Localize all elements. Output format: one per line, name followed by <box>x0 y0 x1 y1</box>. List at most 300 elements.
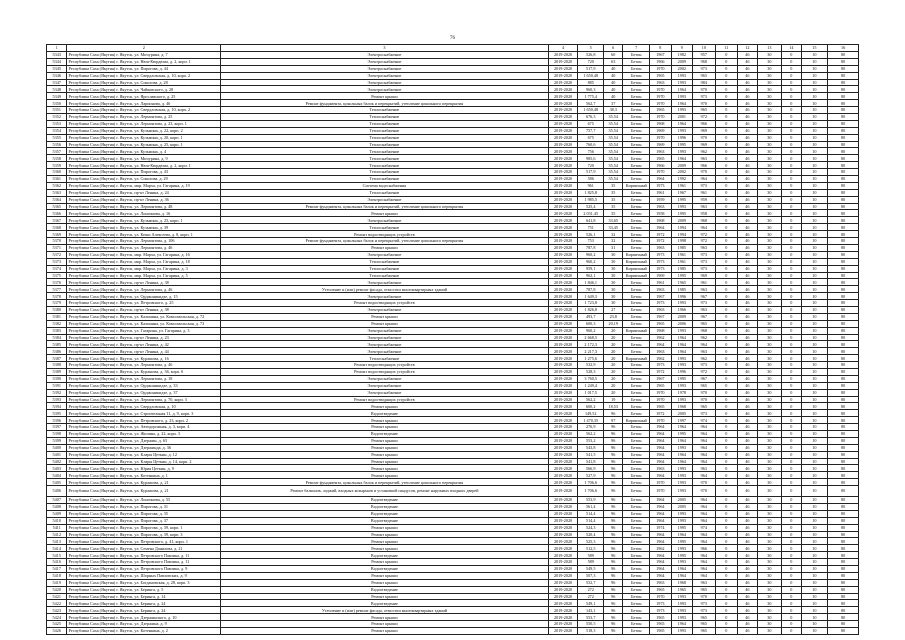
table-cell: Ремонт балконов, лоджий, входных козырьков и установкой пандусов, ремонт наружных входных дверей <box>221 486 549 497</box>
table-cell: 96 <box>604 430 623 437</box>
table-cell: 46 <box>738 176 757 183</box>
table-cell: 0 <box>782 552 801 559</box>
table-cell: 1968 <box>650 120 672 127</box>
table-cell: 5367 <box>47 217 67 224</box>
table-cell: 2019-2020 <box>548 238 578 245</box>
table-cell: 0 <box>782 458 801 465</box>
table-cell: 10 <box>801 127 828 134</box>
table-cell: 0 <box>715 465 738 472</box>
table-cell: 967 <box>693 313 716 320</box>
table-cell: 1993 <box>671 300 693 307</box>
table-cell: 1993 <box>671 614 693 621</box>
table-cell: 80 <box>828 559 859 566</box>
table-cell: 1973 <box>650 607 672 614</box>
table-cell: 0 <box>715 410 738 417</box>
table-cell: 30 <box>757 86 782 93</box>
table-cell: 963 <box>693 579 716 586</box>
table-cell: 961 <box>693 189 716 196</box>
table-cell: 2019-2020 <box>548 120 578 127</box>
table-cell: 970 <box>693 389 716 396</box>
table-cell: 961 <box>578 182 604 189</box>
table-cell: 1964 <box>671 451 693 458</box>
table-cell: Бетон <box>623 334 650 341</box>
table-cell: Бетон <box>623 552 650 559</box>
table-cell: 0 <box>782 451 801 458</box>
table-cell: 10 <box>801 148 828 155</box>
table-cell: 2005 <box>671 504 693 511</box>
table-cell: 5352 <box>47 114 67 121</box>
table-cell: 30 <box>757 72 782 79</box>
table-cell: Республика Саха (Якутия) г. Якутск, ул. Кузьмина, д. 25, корп. 1 <box>67 141 221 148</box>
table-cell: Бетон <box>623 382 650 389</box>
table-cell: Бетон <box>623 375 650 382</box>
table-cell: 46 <box>738 244 757 251</box>
table-cell: Бетон <box>623 114 650 121</box>
table-cell: 961 <box>693 279 716 286</box>
table-cell: 0 <box>715 141 738 148</box>
table-cell: 2019-2020 <box>548 368 578 375</box>
table-cell: 1978 <box>671 389 693 396</box>
table-cell: 2019-2020 <box>548 127 578 134</box>
table-row <box>47 244 859 251</box>
table-cell: 0 <box>715 114 738 121</box>
table-cell: 0 <box>715 545 738 552</box>
table-cell: 970 <box>693 169 716 176</box>
table-cell: 965 <box>693 320 716 327</box>
table-cell: Теплоснабжение <box>221 120 549 127</box>
table-cell: 96 <box>604 479 623 486</box>
table-cell: 1965 <box>650 614 672 621</box>
table-cell: 5415 <box>47 552 67 559</box>
table-cell: 963 <box>693 203 716 210</box>
table-cell: 1993 <box>671 382 693 389</box>
table-cell: 5424 <box>47 614 67 621</box>
table-cell: Бетон <box>623 486 650 497</box>
table-cell: 0 <box>782 86 801 93</box>
table-cell: 0 <box>782 600 801 607</box>
table-cell: 0 <box>782 348 801 355</box>
table-cell: 5395 <box>47 410 67 417</box>
table-cell: Бетон <box>623 52 650 59</box>
table-cell: 5411 <box>47 524 67 531</box>
table-row <box>47 531 859 538</box>
table-cell: 30 <box>757 286 782 293</box>
table-cell: 31 <box>604 244 623 251</box>
table-cell: 0 <box>782 134 801 141</box>
table-cell: 96 <box>604 465 623 472</box>
table-cell: 30 <box>757 417 782 424</box>
table-cell: 30 <box>757 355 782 362</box>
table-cell: 10 <box>801 417 828 424</box>
table-cell: 10 <box>801 451 828 458</box>
table-cell: Ремонт фундамента, цокольных балок и перекрытий, утепление цокольного перекрытия <box>221 238 549 245</box>
table-cell: 1966 <box>650 58 672 65</box>
table-cell: 787,8 <box>578 286 604 293</box>
table-cell: 1964 <box>650 224 672 231</box>
table-cell: 80 <box>828 614 859 621</box>
table-cell: 80 <box>828 134 859 141</box>
table-cell: 2019-2020 <box>548 572 578 579</box>
table-cell: 46 <box>738 251 757 258</box>
table-row <box>47 417 859 424</box>
table-cell: Республика Саха (Якутия) г. Якутск, ул. Шорных Павловских, д. 9 <box>67 572 221 579</box>
table-cell: 46 <box>738 382 757 389</box>
table-cell: Бетон <box>623 396 650 403</box>
table-cell: 80 <box>828 93 859 100</box>
table-cell: 80 <box>828 396 859 403</box>
table-cell: Республика Саха (Якутия) г. Якутск, ул. Курашова, д. 21 <box>67 486 221 497</box>
table-cell: 0 <box>782 362 801 369</box>
table-cell: Ремонт крыши <box>221 437 549 444</box>
table-cell: 720 <box>578 58 604 65</box>
table-cell: 10 <box>801 424 828 431</box>
table-cell: 1969 <box>650 272 672 279</box>
table-cell: 543,8 <box>578 444 604 451</box>
table-row <box>47 382 859 389</box>
table-cell: 0 <box>782 355 801 362</box>
table-cell: 1964 <box>650 531 672 538</box>
table-cell: 970 <box>693 593 716 600</box>
table-cell: Бетон <box>623 217 650 224</box>
table-cell: 30 <box>757 162 782 169</box>
table-cell: Бетон <box>623 362 650 369</box>
table-cell: 0 <box>715 586 738 593</box>
table-cell: 1964 <box>650 437 672 444</box>
table-cell: 0 <box>782 114 801 121</box>
table-cell: 10 <box>801 272 828 279</box>
table-row <box>47 510 859 517</box>
table-cell: 30 <box>757 545 782 552</box>
table-cell: 1 650,48 <box>578 107 604 114</box>
table-cell: 1964 <box>650 451 672 458</box>
table-cell: 0 <box>715 265 738 272</box>
table-cell: 5348 <box>47 86 67 93</box>
table-row <box>47 127 859 134</box>
table-cell: 1963 <box>650 148 672 155</box>
table-cell: 35 <box>604 196 623 203</box>
table-cell: 23,8 <box>604 313 623 320</box>
table-cell: 1963 <box>650 286 672 293</box>
table-cell: 2019-2020 <box>548 334 578 341</box>
table-cell: Бетон <box>623 224 650 231</box>
table-cell: 1963 <box>650 306 672 313</box>
table-cell: Ремонт крыши <box>221 417 549 424</box>
table-cell: 80 <box>828 586 859 593</box>
table-cell: Республика Саха (Якутия) г. Якутск, ул. Клары Цеткин, д. 14, корп. 2 <box>67 458 221 465</box>
table-cell: 1967 <box>650 313 672 320</box>
table-cell: 0 <box>715 403 738 410</box>
table-cell: 5354 <box>47 127 67 134</box>
table-cell: Водоотведение <box>221 410 549 417</box>
column-header: 12 <box>738 45 757 52</box>
column-header: 13 <box>757 45 782 52</box>
table-cell: 30 <box>757 79 782 86</box>
table-cell: 962 <box>693 355 716 362</box>
table-cell: 10 <box>801 155 828 162</box>
table-cell: 35 <box>604 210 623 217</box>
table-cell: 10 <box>801 504 828 511</box>
table-cell: 10 <box>801 552 828 559</box>
table-cell: 30 <box>757 607 782 614</box>
table-cell: 1964 <box>650 517 672 524</box>
table-cell: 2019-2020 <box>548 538 578 545</box>
table-cell: 0 <box>715 300 738 307</box>
table-row <box>47 586 859 593</box>
table-cell: 40 <box>604 79 623 86</box>
table-cell: 493,7 <box>578 313 604 320</box>
table-cell: 966 <box>693 162 716 169</box>
table-row <box>47 486 859 497</box>
table-cell: 80 <box>828 320 859 327</box>
table-cell: 1962 <box>650 545 672 552</box>
table-cell: Бетон <box>623 628 650 635</box>
table-cell: Бетон <box>623 497 650 504</box>
table-cell: 30 <box>757 114 782 121</box>
table-cell: 10 <box>801 382 828 389</box>
table-cell: Республика Саха (Якутия) г. Якутск, мкр. Марха, ул. Гагарина, д. 18 <box>67 258 221 265</box>
table-cell: Республика Саха (Якутия) г. Якутск, ул. Соколова, д. 28 <box>67 79 221 86</box>
table-cell: 80 <box>828 355 859 362</box>
table-cell: 0 <box>782 472 801 479</box>
table-cell: 970 <box>693 86 716 93</box>
table-cell: 37 <box>604 100 623 107</box>
table-cell: 96 <box>604 545 623 552</box>
table-row <box>47 217 859 224</box>
table-cell: 2 668,5 <box>578 334 604 341</box>
table-cell: 96 <box>604 586 623 593</box>
table-cell: 1967 <box>650 375 672 382</box>
table-cell: 5353 <box>47 120 67 127</box>
table-cell: 80 <box>828 65 859 72</box>
table-cell: 0 <box>715 210 738 217</box>
table-cell: Бетон <box>623 65 650 72</box>
table-cell: 972 <box>693 238 716 245</box>
table-row <box>47 141 859 148</box>
table-cell: 562,2 <box>578 430 604 437</box>
table-cell: 0 <box>782 566 801 573</box>
table-cell: 30 <box>757 327 782 334</box>
table-row <box>47 162 859 169</box>
table-cell: 1993 <box>671 127 693 134</box>
table-cell: 80 <box>828 486 859 497</box>
table-cell: 5358 <box>47 155 67 162</box>
table-cell: Республика Саха (Якутия) г. Якутск, ул. Орджоникидзе, д. 15 <box>67 293 221 300</box>
table-cell: 1970 <box>650 93 672 100</box>
table-cell: 46 <box>738 306 757 313</box>
table-cell: Республика Саха (Якутия) г. Якутск, ул. Автодорожная, д. 3, корп. 4 <box>67 424 221 431</box>
table-cell: Электроснабжение <box>221 327 549 334</box>
table-cell: 0 <box>715 100 738 107</box>
table-cell: 0 <box>782 79 801 86</box>
table-cell: 0 <box>715 52 738 59</box>
table-cell: 787,8 <box>578 244 604 251</box>
table-cell: 80 <box>828 430 859 437</box>
table-cell: 80 <box>828 538 859 545</box>
table-cell: 1964 <box>650 444 672 451</box>
table-cell: 0 <box>782 497 801 504</box>
table-cell: 5374 <box>47 265 67 272</box>
table-cell: 30 <box>757 504 782 511</box>
table-cell: 30 <box>757 320 782 327</box>
table-cell: 30 <box>604 286 623 293</box>
table-cell: 962 <box>693 148 716 155</box>
table-cell: 30 <box>757 375 782 382</box>
table-cell: 96 <box>604 504 623 511</box>
table-cell: 0 <box>715 134 738 141</box>
table-cell: 30 <box>757 451 782 458</box>
table-cell: Бетон <box>623 479 650 486</box>
table-cell: 589 <box>578 559 604 566</box>
table-cell: 964 <box>693 224 716 231</box>
table-cell: 2019-2020 <box>548 224 578 231</box>
table-cell: Электроснабжение <box>221 52 549 59</box>
table-cell: 1966 <box>671 306 693 313</box>
table-cell: 0 <box>715 293 738 300</box>
table-cell: 0 <box>715 593 738 600</box>
table-cell: 0 <box>715 327 738 334</box>
table-cell: 5366 <box>47 210 67 217</box>
table-cell: 5401 <box>47 451 67 458</box>
table-cell: Ремонт крыши <box>221 559 549 566</box>
table-cell: 1 249,4 <box>578 382 604 389</box>
table-cell: 1969 <box>650 141 672 148</box>
table-cell: 30 <box>757 424 782 431</box>
table-cell: 30 <box>604 265 623 272</box>
table-row <box>47 58 859 65</box>
table-cell: 1966 <box>650 162 672 169</box>
table-cell: 80 <box>828 210 859 217</box>
table-cell: 10 <box>801 531 828 538</box>
table-cell: 1963 <box>650 79 672 86</box>
table-cell: Бетон <box>623 389 650 396</box>
table-cell: 0 <box>782 189 801 196</box>
table-cell: Ремонт водоотводящих устройств <box>221 300 549 307</box>
table-cell: 30 <box>757 382 782 389</box>
table-cell: 46 <box>738 341 757 348</box>
table-cell: 0 <box>782 217 801 224</box>
table-cell: 1982 <box>671 52 693 59</box>
table-cell: 80 <box>828 258 859 265</box>
table-cell: 80 <box>828 424 859 431</box>
table-row <box>47 628 859 635</box>
table-cell: 964 <box>693 437 716 444</box>
table-cell: 514,4 <box>578 517 604 524</box>
table-cell: Бетон <box>623 348 650 355</box>
table-cell: 1973 <box>650 265 672 272</box>
table-cell: 1970 <box>650 86 672 93</box>
table-cell: Республика Саха (Якутия) г. Якутск, пр-кт Ленина, д. 42 <box>67 341 221 348</box>
table-cell: 1964 <box>671 155 693 162</box>
table-cell: 2019-2020 <box>548 472 578 479</box>
table-cell: 46 <box>738 472 757 479</box>
table-row <box>47 396 859 403</box>
table-cell: 5361 <box>47 176 67 183</box>
table-cell: 96 <box>604 444 623 451</box>
table-row <box>47 65 859 72</box>
table-row <box>47 320 859 327</box>
table-cell: 2005 <box>671 497 693 504</box>
table-cell: Республика Саха (Якутия) г. Якутск, ул. Свердловская, д. 10, корп. 2 <box>67 72 221 79</box>
table-cell: Республика Саха (Якутия) г. Якутск, ул. Богдановская, д. 28, корп. 3 <box>67 579 221 586</box>
table-cell: 5421 <box>47 593 67 600</box>
table-cell: 33,45 <box>604 224 623 231</box>
table-cell: Бетон <box>623 141 650 148</box>
table-cell: Республика Саха (Якутия) г. Якутск, ул. Пирогова, д. 35 <box>67 510 221 517</box>
table-cell: Республика Саха (Якутия) г. Якутск, ул. Калинина, ул. Комсомольская, д. 72 <box>67 313 221 320</box>
table-cell: 30 <box>757 472 782 479</box>
table-cell: 2019-2020 <box>548 417 578 424</box>
table-cell: 97 <box>604 417 623 424</box>
table-cell: 80 <box>828 497 859 504</box>
table-cell: 0 <box>715 196 738 203</box>
table-cell: 5382 <box>47 320 67 327</box>
table-cell: 5399 <box>47 437 67 444</box>
table-cell: 2009 <box>671 313 693 320</box>
table-cell: 1963 <box>650 465 672 472</box>
table-cell: 0 <box>782 265 801 272</box>
table-cell: 30 <box>757 437 782 444</box>
table-row <box>47 538 859 545</box>
table-cell: 30 <box>757 628 782 635</box>
table-cell: Республика Саха (Якутия) г. Якутск, ул. Соколова, д. 29 <box>67 176 221 183</box>
table-cell: 968 <box>693 58 716 65</box>
table-cell: 0 <box>782 120 801 127</box>
table-cell: 965 <box>693 403 716 410</box>
table-body <box>47 52 859 635</box>
table-cell: 965 <box>693 614 716 621</box>
table-cell: 46 <box>738 300 757 307</box>
table-row <box>47 210 859 217</box>
table-cell: Ремонт фундамента, цокольных балок и перекрытий, утепление цокольного перекрытия <box>221 100 549 107</box>
table-cell: Республика Саха (Якутия) г. Якутск, ул. Лонгинова, д. 16 <box>67 210 221 217</box>
table-cell: 2019-2020 <box>548 162 578 169</box>
table-cell: 1993 <box>671 559 693 566</box>
table-cell: 549,5 <box>578 566 604 573</box>
table-cell: 63 <box>604 58 623 65</box>
table-cell: 967 <box>693 293 716 300</box>
table-row <box>47 169 859 176</box>
table-cell: 0 <box>782 341 801 348</box>
table-cell: 1964 <box>650 566 672 573</box>
table-cell: 96 <box>604 593 623 600</box>
table-cell: 30 <box>757 244 782 251</box>
table-cell: 0 <box>782 572 801 579</box>
table-cell: 30 <box>757 265 782 272</box>
table-cell: 0 <box>782 614 801 621</box>
table-cell: Бетон <box>623 93 650 100</box>
table-cell: 0 <box>715 244 738 251</box>
table-cell: 1995 <box>671 552 693 559</box>
table-cell: 35 <box>604 189 623 196</box>
table-cell: 80 <box>828 593 859 600</box>
table-cell: 0 <box>782 538 801 545</box>
table-cell: 553,7 <box>578 614 604 621</box>
table-cell: Бетон <box>623 451 650 458</box>
table-cell: 964 <box>693 430 716 437</box>
table-cell: Водоотведение <box>221 497 549 504</box>
table-cell: 149,52 <box>578 410 604 417</box>
table-cell: 2019-2020 <box>548 444 578 451</box>
column-header: 16 <box>828 45 859 52</box>
column-header: 7 <box>623 45 650 52</box>
table-cell: 2019-2020 <box>548 86 578 93</box>
table-cell: 46 <box>738 114 757 121</box>
table-cell: 0 <box>782 58 801 65</box>
table-cell: 2019-2020 <box>548 265 578 272</box>
table-cell: Бетон <box>623 368 650 375</box>
table-cell: 46 <box>738 566 757 573</box>
table-cell: 80 <box>828 189 859 196</box>
